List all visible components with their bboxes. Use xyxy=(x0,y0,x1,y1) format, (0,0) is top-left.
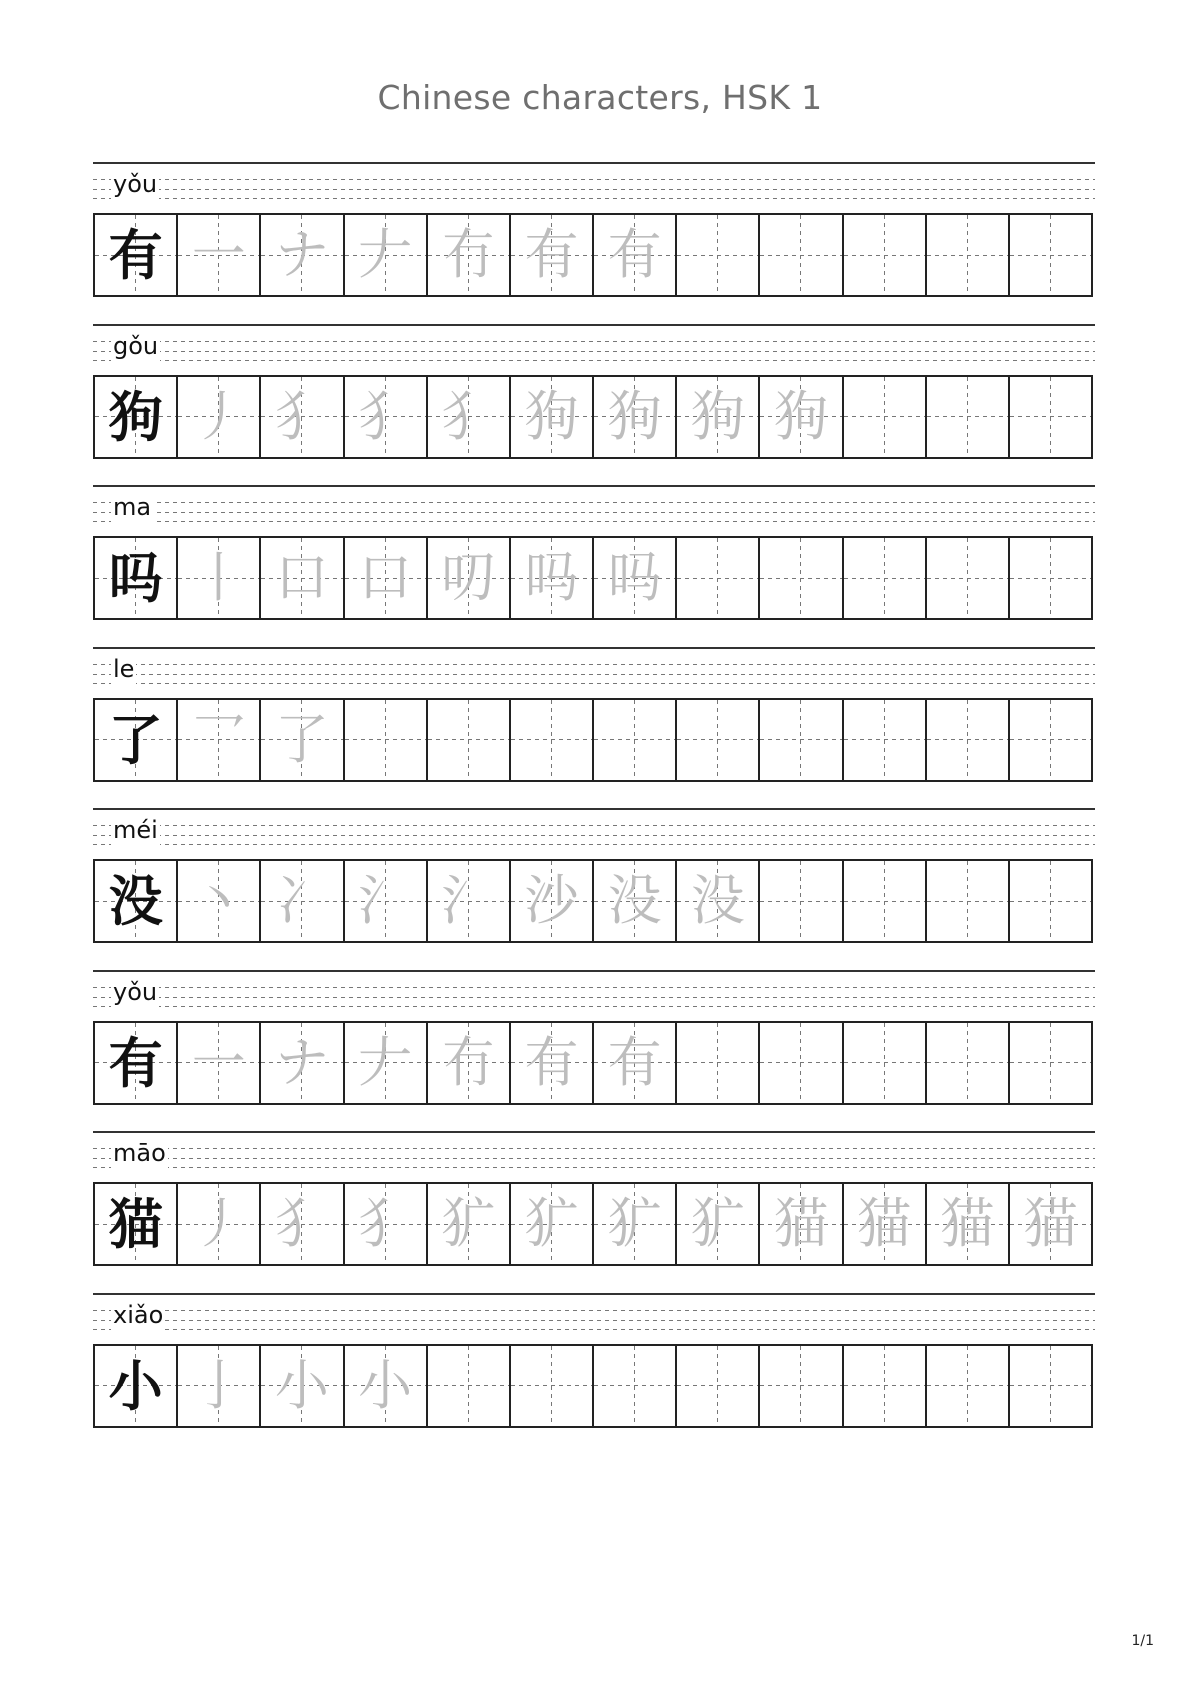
pinyin-guide-lines xyxy=(93,970,1095,1020)
page-title: Chinese characters, HSK 1 xyxy=(377,78,823,117)
pinyin-guide-lines xyxy=(93,162,1095,212)
practice-cell xyxy=(1008,1023,1091,1103)
stroke-step: 有 xyxy=(509,1023,592,1103)
practice-cell xyxy=(1008,538,1091,618)
pinyin-guide-lines xyxy=(93,808,1095,858)
stroke-step: 犭 xyxy=(259,377,342,457)
practice-cell xyxy=(925,700,1008,780)
writing-grid xyxy=(93,859,1093,943)
character-row xyxy=(93,808,1095,953)
character-row xyxy=(93,485,1095,630)
practice-cell xyxy=(842,1346,925,1426)
pinyin-label: xiǎo xyxy=(113,1300,164,1329)
stroke-step: 犭 xyxy=(259,1184,342,1264)
writing-grid xyxy=(93,1344,1093,1428)
stroke-step: 叨 xyxy=(426,538,509,618)
stroke-step: 犷 xyxy=(675,1184,758,1264)
stroke-step: 犭 xyxy=(343,377,426,457)
stroke-step: 吗 xyxy=(509,538,592,618)
practice-cell xyxy=(343,700,426,780)
practice-cell xyxy=(509,700,592,780)
practice-cell xyxy=(758,1346,841,1426)
stroke-step: 狗 xyxy=(758,377,841,457)
practice-cell xyxy=(758,538,841,618)
stroke-step: 亅 xyxy=(176,1346,259,1426)
stroke-step: 犷 xyxy=(426,1184,509,1264)
stroke-step: 乛 xyxy=(176,700,259,780)
practice-cell xyxy=(758,700,841,780)
writing-grid xyxy=(93,375,1093,459)
practice-cell xyxy=(925,861,1008,941)
practice-cell xyxy=(758,861,841,941)
character-row xyxy=(93,1131,1095,1276)
stroke-step: 𠂇 xyxy=(343,1023,426,1103)
model-character: 有 xyxy=(95,1023,176,1103)
stroke-step: 犷 xyxy=(509,1184,592,1264)
practice-cell xyxy=(426,700,509,780)
stroke-step: ナ xyxy=(259,1023,342,1103)
writing-grid xyxy=(93,1182,1093,1266)
practice-cell xyxy=(842,215,925,295)
pinyin-guide-lines xyxy=(93,485,1095,535)
pinyin-label: gǒu xyxy=(113,331,159,360)
pinyin-label: ma xyxy=(113,493,152,521)
stroke-step: 沙 xyxy=(509,861,592,941)
stroke-step: 没 xyxy=(592,861,675,941)
pinyin-label: méi xyxy=(113,816,158,844)
model-character: 猫 xyxy=(95,1184,176,1264)
pinyin-label: yǒu xyxy=(113,977,158,1006)
stroke-step: 冫 xyxy=(259,861,342,941)
model-character: 了 xyxy=(95,700,176,780)
model-character: 没 xyxy=(95,861,176,941)
practice-cell xyxy=(1008,377,1091,457)
practice-cell xyxy=(925,377,1008,457)
practice-cell xyxy=(1008,700,1091,780)
practice-cell xyxy=(758,1023,841,1103)
pinyin-label: māo xyxy=(113,1139,166,1167)
stroke-step: 猫 xyxy=(758,1184,841,1264)
stroke-step: 小 xyxy=(343,1346,426,1426)
model-character: 有 xyxy=(95,215,176,295)
practice-cell xyxy=(675,538,758,618)
practice-cell xyxy=(675,215,758,295)
stroke-step: ナ xyxy=(259,215,342,295)
stroke-step: 氵 xyxy=(343,861,426,941)
character-row xyxy=(93,647,1095,792)
page-number: 1/1 xyxy=(1131,1633,1154,1649)
stroke-step: 丿 xyxy=(176,1184,259,1264)
stroke-step: 口 xyxy=(259,538,342,618)
practice-cell xyxy=(592,700,675,780)
stroke-step: 猫 xyxy=(842,1184,925,1264)
stroke-step: 有 xyxy=(509,215,592,295)
practice-cell xyxy=(1008,861,1091,941)
stroke-step: 一 xyxy=(176,215,259,295)
writing-grid xyxy=(93,536,1093,620)
practice-cell xyxy=(842,1023,925,1103)
stroke-step: 猫 xyxy=(925,1184,1008,1264)
stroke-step: 小 xyxy=(259,1346,342,1426)
stroke-step: 犷 xyxy=(592,1184,675,1264)
practice-cell xyxy=(592,1346,675,1426)
stroke-step: 了 xyxy=(259,700,342,780)
stroke-step: 口 xyxy=(343,538,426,618)
pinyin-guide-lines xyxy=(93,1131,1095,1181)
practice-cell xyxy=(758,215,841,295)
stroke-step: 有 xyxy=(592,215,675,295)
character-row xyxy=(93,1293,1095,1438)
model-character: 吗 xyxy=(95,538,176,618)
stroke-step: 猫 xyxy=(1008,1184,1091,1264)
pinyin-label: le xyxy=(113,654,135,683)
practice-cell xyxy=(1008,215,1091,295)
practice-cell xyxy=(925,538,1008,618)
practice-cell xyxy=(842,538,925,618)
stroke-step: 丨 xyxy=(176,538,259,618)
stroke-step: 犭 xyxy=(426,377,509,457)
practice-cell xyxy=(675,1023,758,1103)
stroke-step: 狗 xyxy=(592,377,675,457)
writing-grid xyxy=(93,213,1093,297)
practice-cell xyxy=(1008,1346,1091,1426)
stroke-step: 冇 xyxy=(426,215,509,295)
practice-cell xyxy=(925,1023,1008,1103)
stroke-step: 一 xyxy=(176,1023,259,1103)
stroke-step: 吗 xyxy=(592,538,675,618)
character-row xyxy=(93,162,1095,307)
practice-cell xyxy=(842,861,925,941)
stroke-step: 氵 xyxy=(426,861,509,941)
character-row xyxy=(93,970,1095,1115)
stroke-step: 冇 xyxy=(426,1023,509,1103)
pinyin-guide-lines xyxy=(93,647,1095,697)
stroke-step: 𠂇 xyxy=(343,215,426,295)
practice-cell xyxy=(842,700,925,780)
writing-grid xyxy=(93,698,1093,782)
practice-cell xyxy=(925,215,1008,295)
model-character: 狗 xyxy=(95,377,176,457)
pinyin-guide-lines xyxy=(93,1293,1095,1343)
stroke-step: 没 xyxy=(675,861,758,941)
stroke-step: 狗 xyxy=(509,377,592,457)
practice-cell xyxy=(426,1346,509,1426)
stroke-step: 丿 xyxy=(176,377,259,457)
character-row xyxy=(93,324,1095,469)
practice-cell xyxy=(925,1346,1008,1426)
stroke-step: 有 xyxy=(592,1023,675,1103)
pinyin-guide-lines xyxy=(93,324,1095,374)
writing-grid xyxy=(93,1021,1093,1105)
practice-cell xyxy=(675,1346,758,1426)
pinyin-label: yǒu xyxy=(113,170,158,198)
stroke-step: 狗 xyxy=(675,377,758,457)
practice-cell xyxy=(842,377,925,457)
stroke-step: 丶 xyxy=(176,861,259,941)
model-character: 小 xyxy=(95,1346,176,1426)
practice-cell xyxy=(509,1346,592,1426)
practice-cell xyxy=(675,700,758,780)
stroke-step: 犭 xyxy=(343,1184,426,1264)
